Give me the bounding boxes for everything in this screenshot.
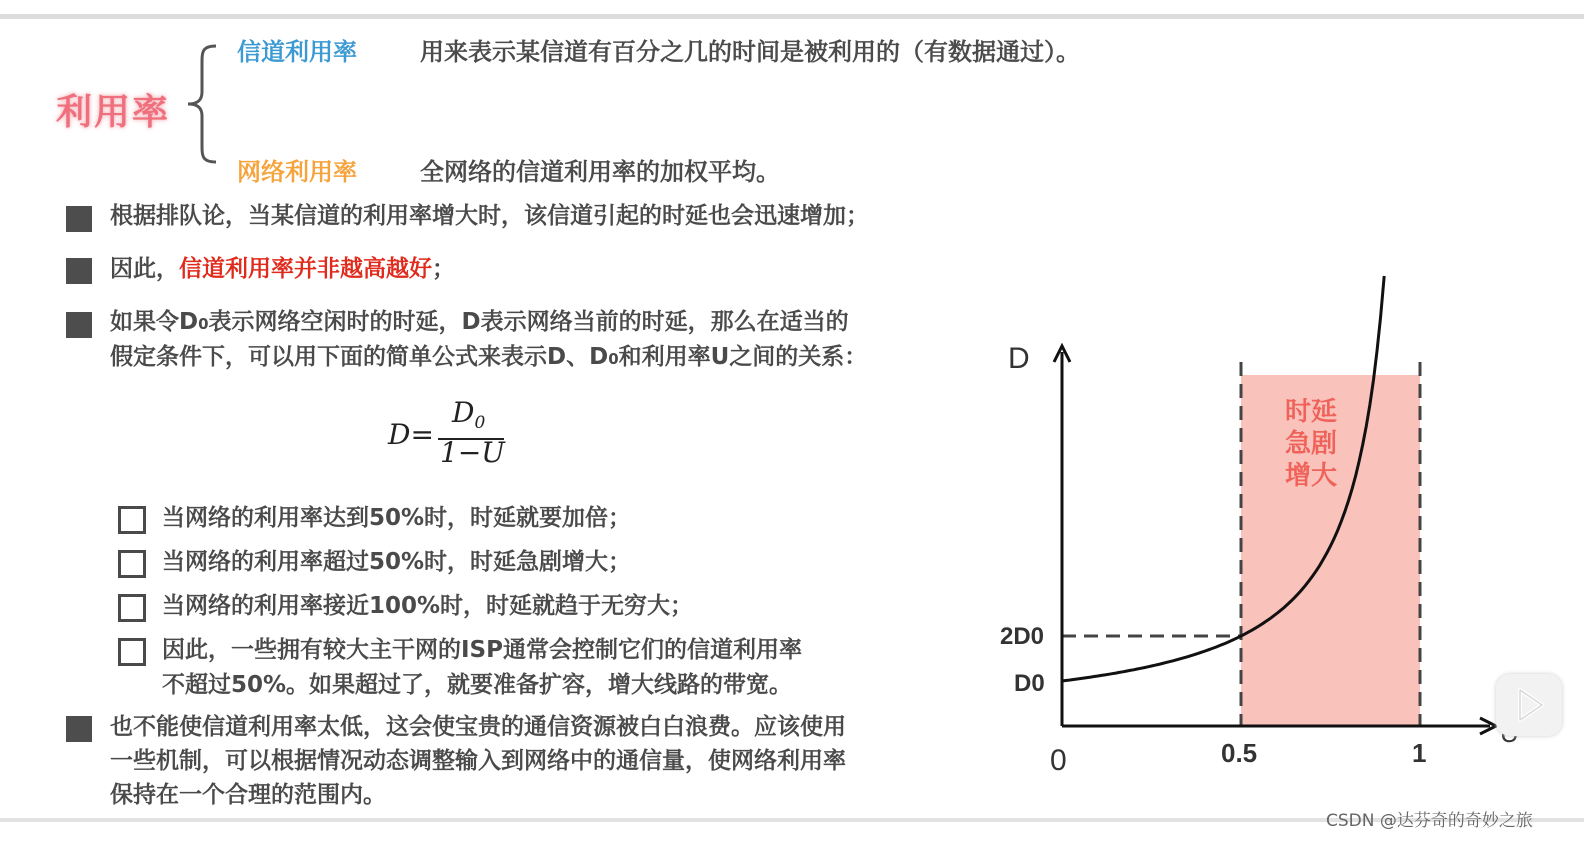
- bullet-queueing-theory: 根据排队论，当某信道的利用率增大时，该信道引起的时延也会迅速增加；: [110, 203, 869, 229]
- checkbox-icon: [118, 550, 146, 578]
- bullet-too-low-line3: 保持在一个合理的范围内。: [110, 782, 386, 808]
- main-term-utilization: 利用率: [56, 92, 171, 133]
- play-icon: [1496, 674, 1562, 736]
- bullet-prefix: 因此，: [110, 256, 179, 282]
- checkbox-icon: [118, 506, 146, 534]
- checkbox-icon: [118, 594, 146, 622]
- definition-network-utilization: 全网络的信道利用率的加权平均。: [420, 158, 780, 186]
- term-network-utilization: 网络利用率: [237, 158, 357, 186]
- sub-item-50-double: 当网络的利用率达到50%时，时延就要加倍；: [162, 505, 632, 531]
- region-label: 急剧: [1285, 428, 1338, 458]
- definition-channel-utilization: 用来表示某信道有百分之几的时间是被利用的（有数据通过）。: [420, 38, 1080, 66]
- bullet-formula-intro-line2: [110, 339, 867, 377]
- watermark: CSDN @达芬奇的奇妙之旅: [1326, 811, 1533, 831]
- text-part: 假定条件下，可以用下面的简单公式来表示D、D: [110, 344, 609, 370]
- formula-lhs: D=: [388, 418, 434, 451]
- text-part: 和利用率U之间的关系：: [618, 344, 868, 370]
- formula-numerator-d: D: [452, 396, 475, 429]
- sub-item-over-50: 当网络的利用率超过50%时，时延急剧增大；: [162, 549, 632, 575]
- sub-item-isp-line2: 不超过50%。如果超过了，就要准备扩容，增大线路的带宽。: [162, 672, 793, 698]
- top-border: [0, 14, 1584, 19]
- bullet-too-low-line1: 也不能使信道利用率太低，这会使宝贵的通信资源被白白浪费。应该使用: [110, 714, 846, 740]
- bullet-not-higher-better: [110, 251, 455, 287]
- bullet-square-icon: [66, 716, 92, 742]
- highlight-text: 信道利用率并非越高越好: [179, 256, 432, 282]
- bullet-square-icon: [66, 312, 92, 338]
- term-channel-utilization: 信道利用率: [237, 38, 357, 66]
- bullet-square-icon: [66, 206, 92, 232]
- play-button[interactable]: [1496, 674, 1562, 736]
- bullet-formula-intro-line1: [110, 304, 849, 342]
- subscript: 0: [198, 315, 209, 333]
- sub-item-near-100: 当网络的利用率接近100%时，时延就趋于无穷大；: [162, 593, 694, 619]
- sub-item-isp-line1: 因此，一些拥有较大主干网的ISP通常会控制它们的信道利用率: [162, 637, 802, 663]
- text-part: 如果令D: [110, 309, 199, 335]
- checkbox-icon: [118, 638, 146, 666]
- y-axis-label: D: [1008, 342, 1030, 375]
- bullet-too-low-line2: 一些机制，可以根据情况动态调整输入到网络中的通信量，使网络利用率: [110, 748, 846, 774]
- formula-numerator: [452, 396, 485, 433]
- formula-numerator-sub: 0: [474, 413, 486, 433]
- delay-formula: [388, 396, 518, 476]
- region-label: 时延: [1285, 396, 1338, 426]
- y-tick-label: 2D0: [1000, 623, 1045, 650]
- utilization-delay-chart: [990, 330, 1510, 790]
- curly-brace-icon: [182, 44, 222, 164]
- y-tick-label: D0: [1014, 670, 1045, 697]
- subscript: 0: [608, 350, 619, 368]
- bullet-suffix: ；: [432, 256, 455, 282]
- x-tick-label: 1: [1412, 738, 1427, 768]
- region-label: 增大: [1285, 460, 1338, 490]
- text-part: 表示网络空闲时的时延，D表示网络当前的时延，那么在适当的: [208, 309, 849, 335]
- formula-denominator: 1−U: [440, 436, 505, 469]
- x-tick-label: 0: [1050, 744, 1067, 777]
- bullet-square-icon: [66, 258, 92, 284]
- x-tick-label: 0.5: [1221, 738, 1258, 768]
